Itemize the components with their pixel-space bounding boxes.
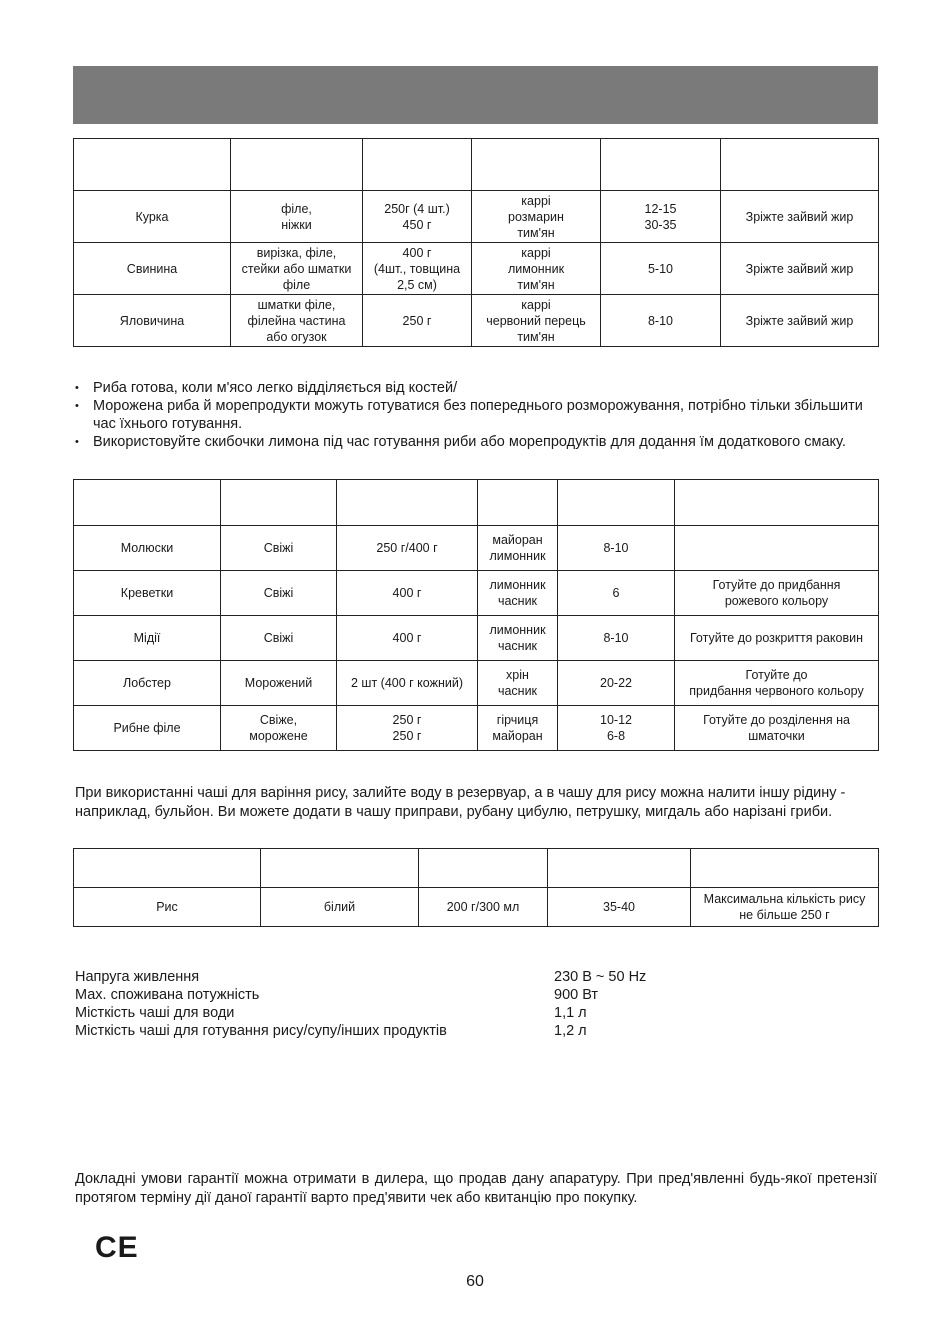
page-number: 60 — [466, 1273, 484, 1290]
table-row — [74, 571, 879, 616]
table-row — [74, 888, 879, 927]
table-cell: Лобстер — [74, 661, 221, 706]
table-cell: Свіжі — [221, 571, 337, 616]
table-row — [74, 191, 879, 243]
spec-label: Напруга живлення — [75, 969, 200, 985]
spec-label: Місткість чаші для води — [75, 1005, 235, 1021]
spec-row-rice-bowl — [75, 1022, 775, 1040]
table-cell: 250 г/400 г — [337, 526, 478, 571]
table-cell: 10-12 6-8 — [558, 706, 675, 751]
table-cell: 6 — [558, 571, 675, 616]
meat-header-cell — [231, 139, 363, 191]
table-cell: 20-22 — [558, 661, 675, 706]
table-cell: хрін часник — [478, 661, 558, 706]
table-cell: Свинина — [74, 243, 231, 295]
spec-value: 1,1 л — [554, 1005, 587, 1021]
table-cell: Свіжі — [221, 616, 337, 661]
table-cell: 250 г 250 г — [337, 706, 478, 751]
ce-mark-icon: CE — [95, 1231, 139, 1264]
table-row — [74, 706, 879, 751]
spec-value: 900 Вт — [554, 987, 599, 1003]
meat-header-cell — [721, 139, 879, 191]
table-cell: Курка — [74, 191, 231, 243]
table-cell: вирізка, філе, стейки або шматки філе — [231, 243, 363, 295]
table-cell: 400 г — [337, 571, 478, 616]
spec-value: 1,2 л — [554, 1023, 587, 1039]
list-item: • Морожена риба й морепродукти можуть готуватися без попереднього розморожування, потрібно тільки збільшити час їхнього готування. — [73, 397, 873, 433]
rice-header-cell — [419, 849, 548, 888]
table-cell: Мідії — [74, 616, 221, 661]
spec-row-power — [75, 986, 775, 1004]
rice-header-cell — [261, 849, 419, 888]
table-cell: Готуйте до придбання рожевого кольору — [675, 571, 879, 616]
table-cell: Морожений — [221, 661, 337, 706]
table-cell: 2 шт (400 г кожний) — [337, 661, 478, 706]
spec-label: Мах. споживана потужність — [75, 987, 260, 1003]
rice-table — [73, 848, 879, 927]
seafood-header-cell — [337, 480, 478, 526]
seafood-header-cell — [675, 480, 879, 526]
meat-header-cell — [472, 139, 601, 191]
table-cell: 400 г (4шт., товщина 2,5 см) — [363, 243, 472, 295]
table-cell: гірчиця майоран — [478, 706, 558, 751]
table-cell: Зріжте зайвий жир — [721, 295, 879, 347]
rice-paragraph: При використанні чаші для варіння рису, залийте воду в резервуар, а в чашу для рису можна налити іншу рідину - наприклад, бульйон. Ви можете додати в чашу приправи, рубану цибулю, петрушку, мигдаль або нарізані гриби. — [75, 785, 846, 820]
rice-table-header-row — [74, 849, 879, 888]
spec-row-voltage — [75, 968, 775, 986]
seafood-table — [73, 479, 879, 751]
table-cell: каррі червоний перець тим'ян — [472, 295, 601, 347]
table-cell: Зріжте зайвий жир — [721, 191, 879, 243]
table-cell: 250 г — [363, 295, 472, 347]
table-cell: 35-40 — [548, 888, 691, 927]
seafood-header-cell — [221, 480, 337, 526]
table-cell — [675, 526, 879, 571]
table-cell: філе, ніжки — [231, 191, 363, 243]
section-header-bar — [73, 66, 878, 124]
table-cell: лимонник часник — [478, 571, 558, 616]
table-cell: 200 г/300 мл — [419, 888, 548, 927]
table-cell: 5-10 — [601, 243, 721, 295]
table-row — [74, 661, 879, 706]
table-row — [74, 295, 879, 347]
table-cell: лимонник часник — [478, 616, 558, 661]
spec-row-water-bowl — [75, 1004, 775, 1022]
table-cell: 250г (4 шт.) 450 г — [363, 191, 472, 243]
table-cell: Готуйте до придбання червоного кольору — [675, 661, 879, 706]
table-row — [74, 243, 879, 295]
table-cell: Рибне філе — [74, 706, 221, 751]
list-item: • Використовуйте скибочки лимона під час готування риби або морепродуктів для додання їм додаткового смаку. — [73, 433, 873, 451]
table-cell: Максимальна кількість рису не більше 250 г — [691, 888, 879, 927]
spec-value: 230 В ~ 50 Hz — [554, 969, 647, 985]
table-row — [74, 526, 879, 571]
meat-header-cell — [601, 139, 721, 191]
table-cell: 400 г — [337, 616, 478, 661]
table-cell: каррі лимонник тим'ян — [472, 243, 601, 295]
table-cell: майоран лимонник — [478, 526, 558, 571]
table-cell: білий — [261, 888, 419, 927]
table-cell: Готуйте до розкриття раковин — [675, 616, 879, 661]
seafood-header-cell — [74, 480, 221, 526]
table-cell: 8-10 — [558, 526, 675, 571]
spec-label: Місткість чаші для готування рису/супу/інших продуктів — [75, 1023, 447, 1039]
meat-header-cell — [74, 139, 231, 191]
table-cell: Молюски — [74, 526, 221, 571]
meat-table-header-row — [74, 139, 879, 191]
table-cell: Свіжі — [221, 526, 337, 571]
table-cell: каррі розмарин тим'ян — [472, 191, 601, 243]
rice-header-cell — [691, 849, 879, 888]
table-cell: Яловичина — [74, 295, 231, 347]
seafood-header-cell — [558, 480, 675, 526]
table-cell: 8-10 — [558, 616, 675, 661]
table-cell: Зріжте зайвий жир — [721, 243, 879, 295]
table-cell: Готуйте до розділення на шматочки — [675, 706, 879, 751]
rice-header-cell — [74, 849, 261, 888]
table-row — [74, 616, 879, 661]
table-cell: Рис — [74, 888, 261, 927]
fish-tips-list — [73, 379, 873, 451]
table-cell: Свіже, морожене — [221, 706, 337, 751]
meat-table — [73, 138, 879, 347]
meat-header-cell — [363, 139, 472, 191]
seafood-header-cell — [478, 480, 558, 526]
warranty-paragraph: Докладні умови гарантії можна отримати в дилера, що продав дану апаратуру. При пред'явленні будь-якої претензії протягом терміну дії даної гарантії варто пред'явити чек або квитанцію про покупку. — [75, 1171, 877, 1206]
list-item: • Риба готова, коли м'ясо легко відділяється від костей/ — [73, 379, 873, 397]
rice-header-cell — [548, 849, 691, 888]
table-cell: 8-10 — [601, 295, 721, 347]
table-cell: шматки філе, філейна частина або огузок — [231, 295, 363, 347]
table-cell: Креветки — [74, 571, 221, 616]
table-cell: 12-15 30-35 — [601, 191, 721, 243]
seafood-table-header-row — [74, 480, 879, 526]
